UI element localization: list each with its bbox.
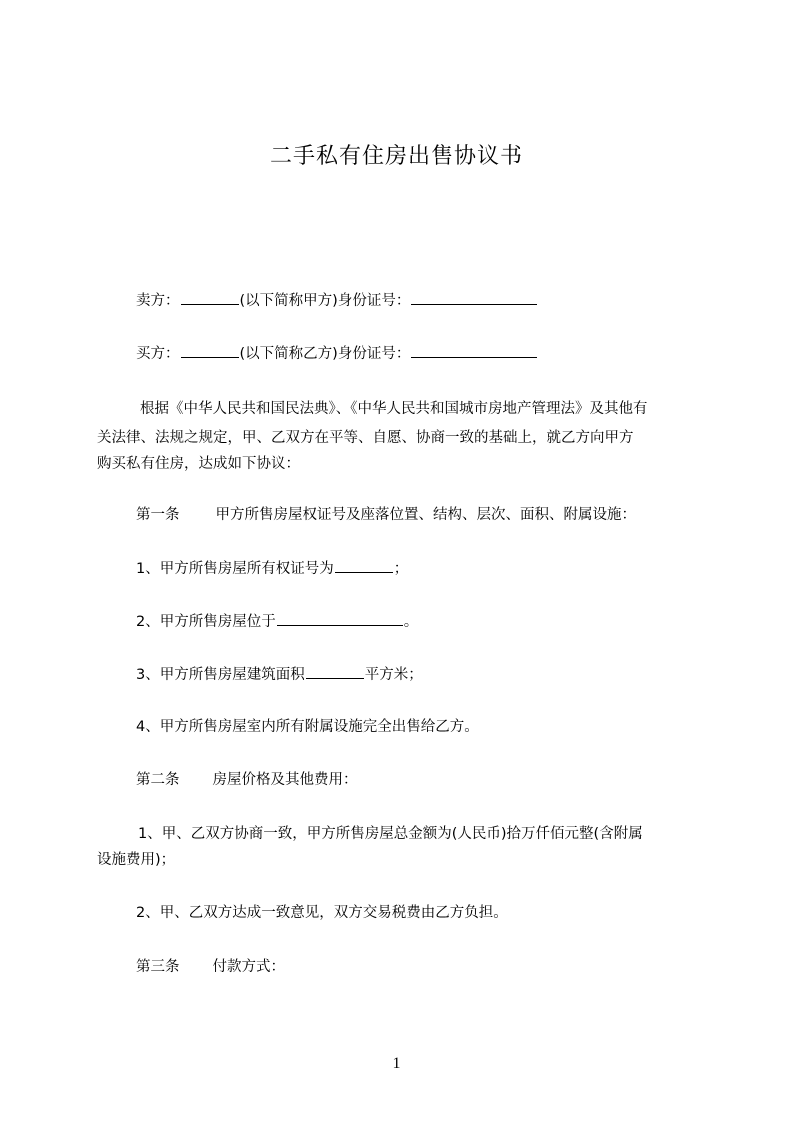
article-3-heading bbox=[136, 957, 285, 977]
article-2-label: 第二条 bbox=[136, 772, 180, 788]
article-2-item-2: 2、甲、乙双方达成一致意见，双方交易税费由乙方负担。 bbox=[136, 905, 508, 921]
buyer-id-blank[interactable] bbox=[411, 343, 537, 358]
article-1-text: 甲方所售房屋权证号及座落位置、结构、层次、面积、附属设施： bbox=[215, 507, 636, 523]
article-1-item-1 bbox=[136, 558, 408, 579]
buyer-label: 买方： bbox=[136, 346, 180, 362]
seller-id-blank[interactable] bbox=[411, 290, 537, 305]
location-blank[interactable] bbox=[277, 611, 403, 626]
article-1-item-4: 4、甲方所售房屋室内所有附属设施完全出售给乙方。 bbox=[136, 719, 479, 735]
article-1-item-2 bbox=[136, 611, 418, 632]
item-1-end: ； bbox=[393, 561, 409, 577]
buyer-name-blank[interactable] bbox=[181, 343, 239, 358]
buyer-mid: (以下简称乙方)身份证号： bbox=[239, 346, 411, 362]
article-2-item-1-line-1: 1、甲、乙双方协商一致，甲方所售房屋总金额为(人民币)拾万仟佰元整(含附属 bbox=[138, 826, 643, 842]
page-number: 1 bbox=[392, 1055, 401, 1072]
item-3-text: 3、甲方所售房屋建筑面积 bbox=[136, 667, 305, 683]
item-2-end: 。 bbox=[403, 614, 419, 630]
seller-mid: (以下简称甲方)身份证号： bbox=[239, 293, 411, 309]
item-1-text: 1、甲方所售房屋所有权证号为 bbox=[136, 561, 334, 577]
seller-line bbox=[136, 290, 538, 311]
article-1-item-3 bbox=[136, 664, 423, 685]
item-3-end: 平方米； bbox=[364, 667, 423, 683]
seller-label: 卖方： bbox=[136, 293, 180, 309]
article-2-text: 房屋价格及其他费用： bbox=[212, 772, 358, 788]
article-1-label: 第一条 bbox=[136, 507, 180, 523]
article-3-label: 第三条 bbox=[136, 959, 180, 975]
buyer-line bbox=[136, 343, 538, 364]
intro-line-3: 购买私有住房，达成如下协议： bbox=[97, 456, 300, 472]
area-blank[interactable] bbox=[306, 664, 364, 679]
document-title: 二手私有住房出售协议书 bbox=[269, 144, 523, 169]
item-2-text: 2、甲方所售房屋位于 bbox=[136, 614, 276, 630]
article-2-heading bbox=[136, 770, 358, 790]
article-3-text: 付款方式： bbox=[212, 959, 285, 975]
certificate-number-blank[interactable] bbox=[335, 558, 393, 573]
article-1-heading bbox=[136, 505, 636, 525]
seller-name-blank[interactable] bbox=[181, 290, 239, 305]
intro-line-2: 关法律、法规之规定，甲、乙双方在平等、自愿、协商一致的基础上，就乙方向甲方 bbox=[97, 430, 634, 446]
intro-line-1: 根据《中华人民共和国民法典》、《中华人民共和国城市房地产管理法》及其他有 bbox=[140, 401, 648, 417]
article-2-item-1-line-2: 设施费用)； bbox=[97, 852, 176, 868]
